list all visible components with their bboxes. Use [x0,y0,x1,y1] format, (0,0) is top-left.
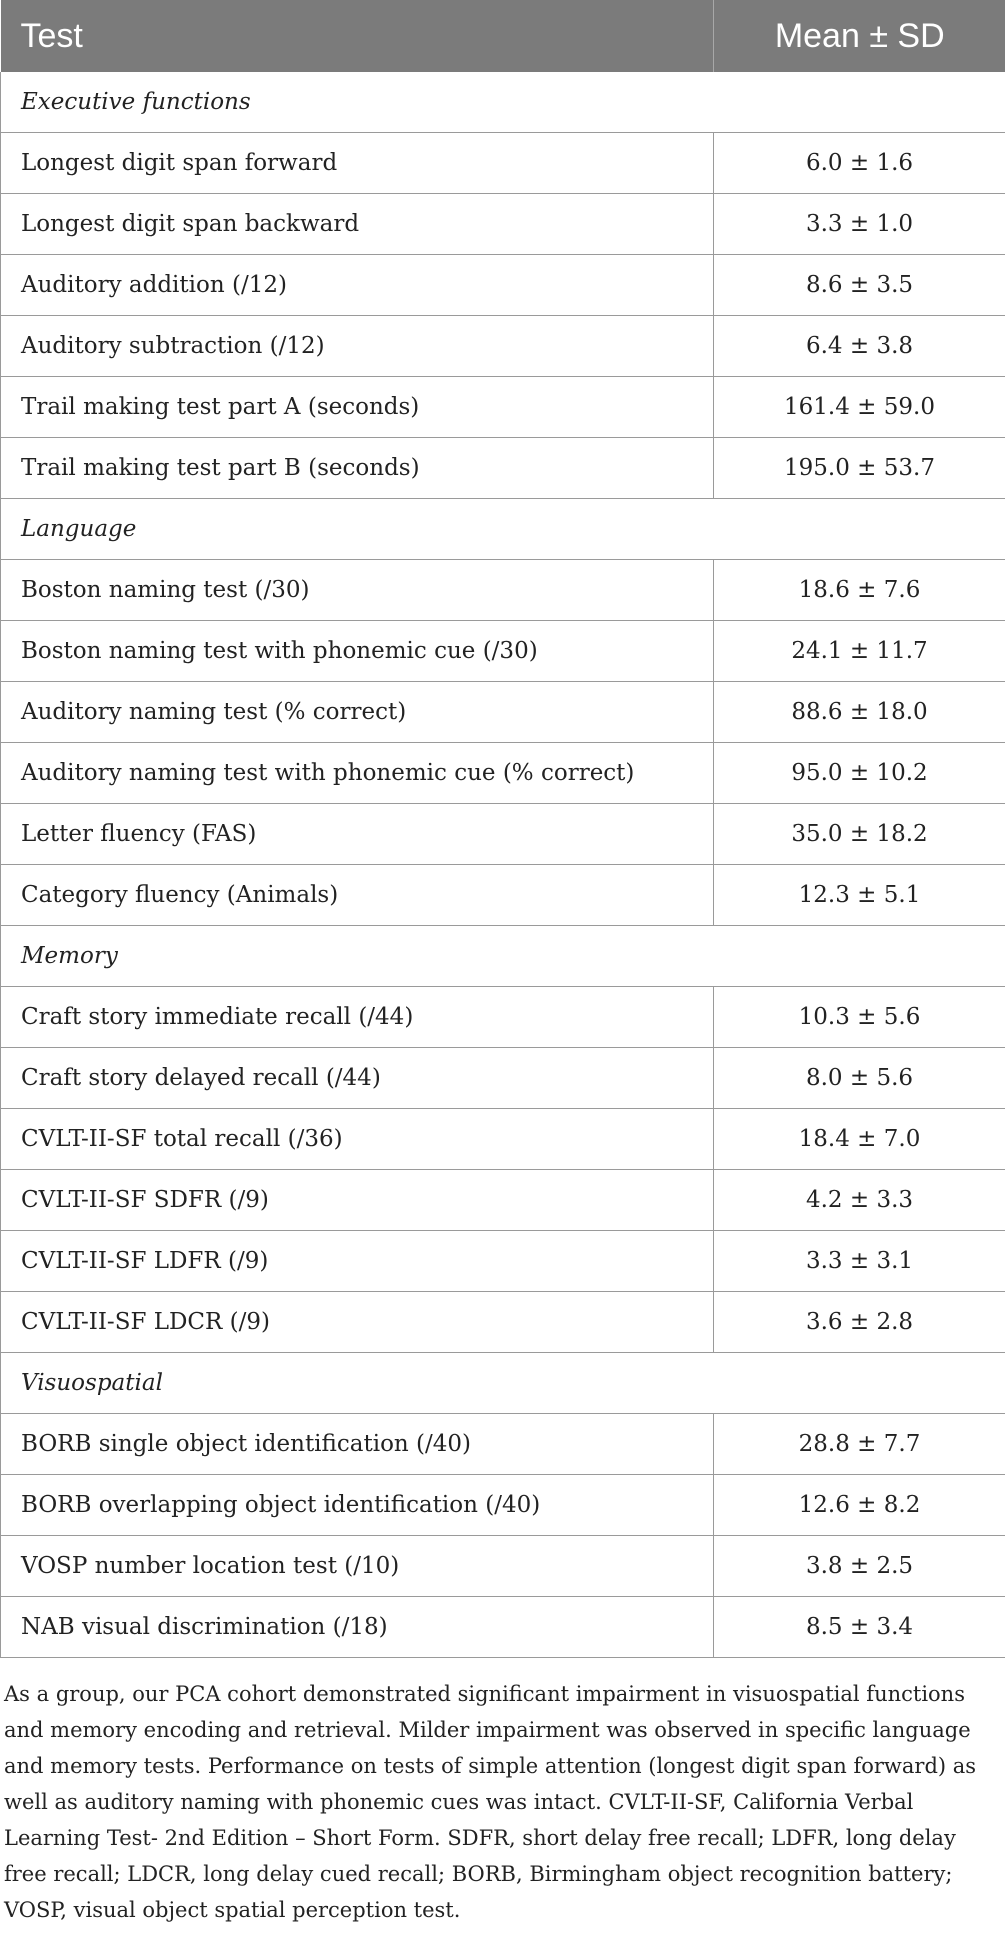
mean-sd-cell: 3.8 ± 2.5 [714,1536,1005,1597]
table-footnote: As a group, our PCA cohort demonstrated significant impairment in visuospatial functions and memory encoding and retrieval. Milder impairment was observed in specific language and memory tests. Performance on tests of simple attention (longest digit span forward) as well as auditory naming with phonemic cues was intact. CVLT-II-SF, California Verbal Learning Test- 2nd Edition – Short Form. SDFR, short delay free recall; LDFR, long delay free recall; LDCR, long delay cued recall; BORB, Birmingham object recognition battery; VOSP, visual object spatial perception test. [4,1682,977,1922]
header-mean-sd: Mean ± SD [714,0,1005,72]
mean-sd-cell: 6.0 ± 1.6 [714,133,1005,194]
test-name-cell: BORB single object identification (/40) [1,1414,714,1475]
table-row [1,1536,1005,1597]
table-row [1,194,1005,255]
table-row [1,804,1005,865]
table-row [1,1048,1005,1109]
test-name-cell: Letter fluency (FAS) [1,804,714,865]
table-row [1,255,1005,316]
table-row [1,1109,1005,1170]
test-name-cell: Boston naming test with phonemic cue (/30) [1,621,714,682]
test-name-cell: NAB visual discrimination (/18) [1,1597,714,1658]
test-name-cell: CVLT-II-SF LDFR (/9) [1,1231,714,1292]
test-name-cell: Longest digit span forward [1,133,714,194]
mean-sd-cell: 8.5 ± 3.4 [714,1597,1005,1658]
test-name-cell: Auditory addition (/12) [1,255,714,316]
section-row [1,499,1005,560]
test-name-cell: BORB overlapping object identification (/40) [1,1475,714,1536]
table-row [1,743,1005,804]
table-header [1,0,1005,72]
table-row [1,438,1005,499]
mean-sd-cell: 3.6 ± 2.8 [714,1292,1005,1353]
test-name-cell: VOSP number location test (/10) [1,1536,714,1597]
mean-sd-cell: 161.4 ± 59.0 [714,377,1005,438]
table-row [1,621,1005,682]
table-row [1,1231,1005,1292]
table-row [1,377,1005,438]
table-row [1,682,1005,743]
table-row [1,1475,1005,1536]
mean-sd-cell: 8.0 ± 5.6 [714,1048,1005,1109]
test-name-cell: Auditory naming test with phonemic cue (% correct) [1,743,714,804]
test-name-cell: Auditory naming test (% correct) [1,682,714,743]
table-row [1,133,1005,194]
mean-sd-cell: 95.0 ± 10.2 [714,743,1005,804]
table-row [1,1292,1005,1353]
header-test: Test [1,0,714,72]
section-title: Language [1,499,1005,560]
mean-sd-cell: 3.3 ± 1.0 [714,194,1005,255]
mean-sd-cell: 24.1 ± 11.7 [714,621,1005,682]
test-name-cell: CVLT-II-SF total recall (/36) [1,1109,714,1170]
test-name-cell: Craft story immediate recall (/44) [1,987,714,1048]
test-name-cell: Trail making test part A (seconds) [1,377,714,438]
section-row [1,72,1005,133]
mean-sd-cell: 195.0 ± 53.7 [714,438,1005,499]
mean-sd-cell: 4.2 ± 3.3 [714,1170,1005,1231]
test-name-cell: Trail making test part B (seconds) [1,438,714,499]
mean-sd-cell: 88.6 ± 18.0 [714,682,1005,743]
table-body [1,72,1005,1658]
test-name-cell: CVLT-II-SF LDCR (/9) [1,1292,714,1353]
test-name-cell: Category fluency (Animals) [1,865,714,926]
test-name-cell: Longest digit span backward [1,194,714,255]
table-row [1,316,1005,377]
mean-sd-cell: 35.0 ± 18.2 [714,804,1005,865]
mean-sd-cell: 18.6 ± 7.6 [714,560,1005,621]
mean-sd-cell: 6.4 ± 3.8 [714,316,1005,377]
section-title: Executive functions [1,72,1005,133]
header-row [1,0,1005,72]
table-row [1,865,1005,926]
table-row [1,560,1005,621]
table-row [1,987,1005,1048]
test-name-cell: CVLT-II-SF SDFR (/9) [1,1170,714,1231]
section-row [1,926,1005,987]
mean-sd-cell: 28.8 ± 7.7 [714,1414,1005,1475]
table-row [1,1170,1005,1231]
table-row [1,1597,1005,1658]
mean-sd-cell: 12.3 ± 5.1 [714,865,1005,926]
section-title: Memory [1,926,1005,987]
mean-sd-cell: 12.6 ± 8.2 [714,1475,1005,1536]
section-row [1,1353,1005,1414]
test-name-cell: Auditory subtraction (/12) [1,316,714,377]
test-name-cell: Boston naming test (/30) [1,560,714,621]
mean-sd-cell: 3.3 ± 3.1 [714,1231,1005,1292]
test-name-cell: Craft story delayed recall (/44) [1,1048,714,1109]
table-row [1,1414,1005,1475]
mean-sd-cell: 10.3 ± 5.6 [714,987,1005,1048]
mean-sd-cell: 8.6 ± 3.5 [714,255,1005,316]
mean-sd-cell: 18.4 ± 7.0 [714,1109,1005,1170]
section-title: Visuospatial [1,1353,1005,1414]
